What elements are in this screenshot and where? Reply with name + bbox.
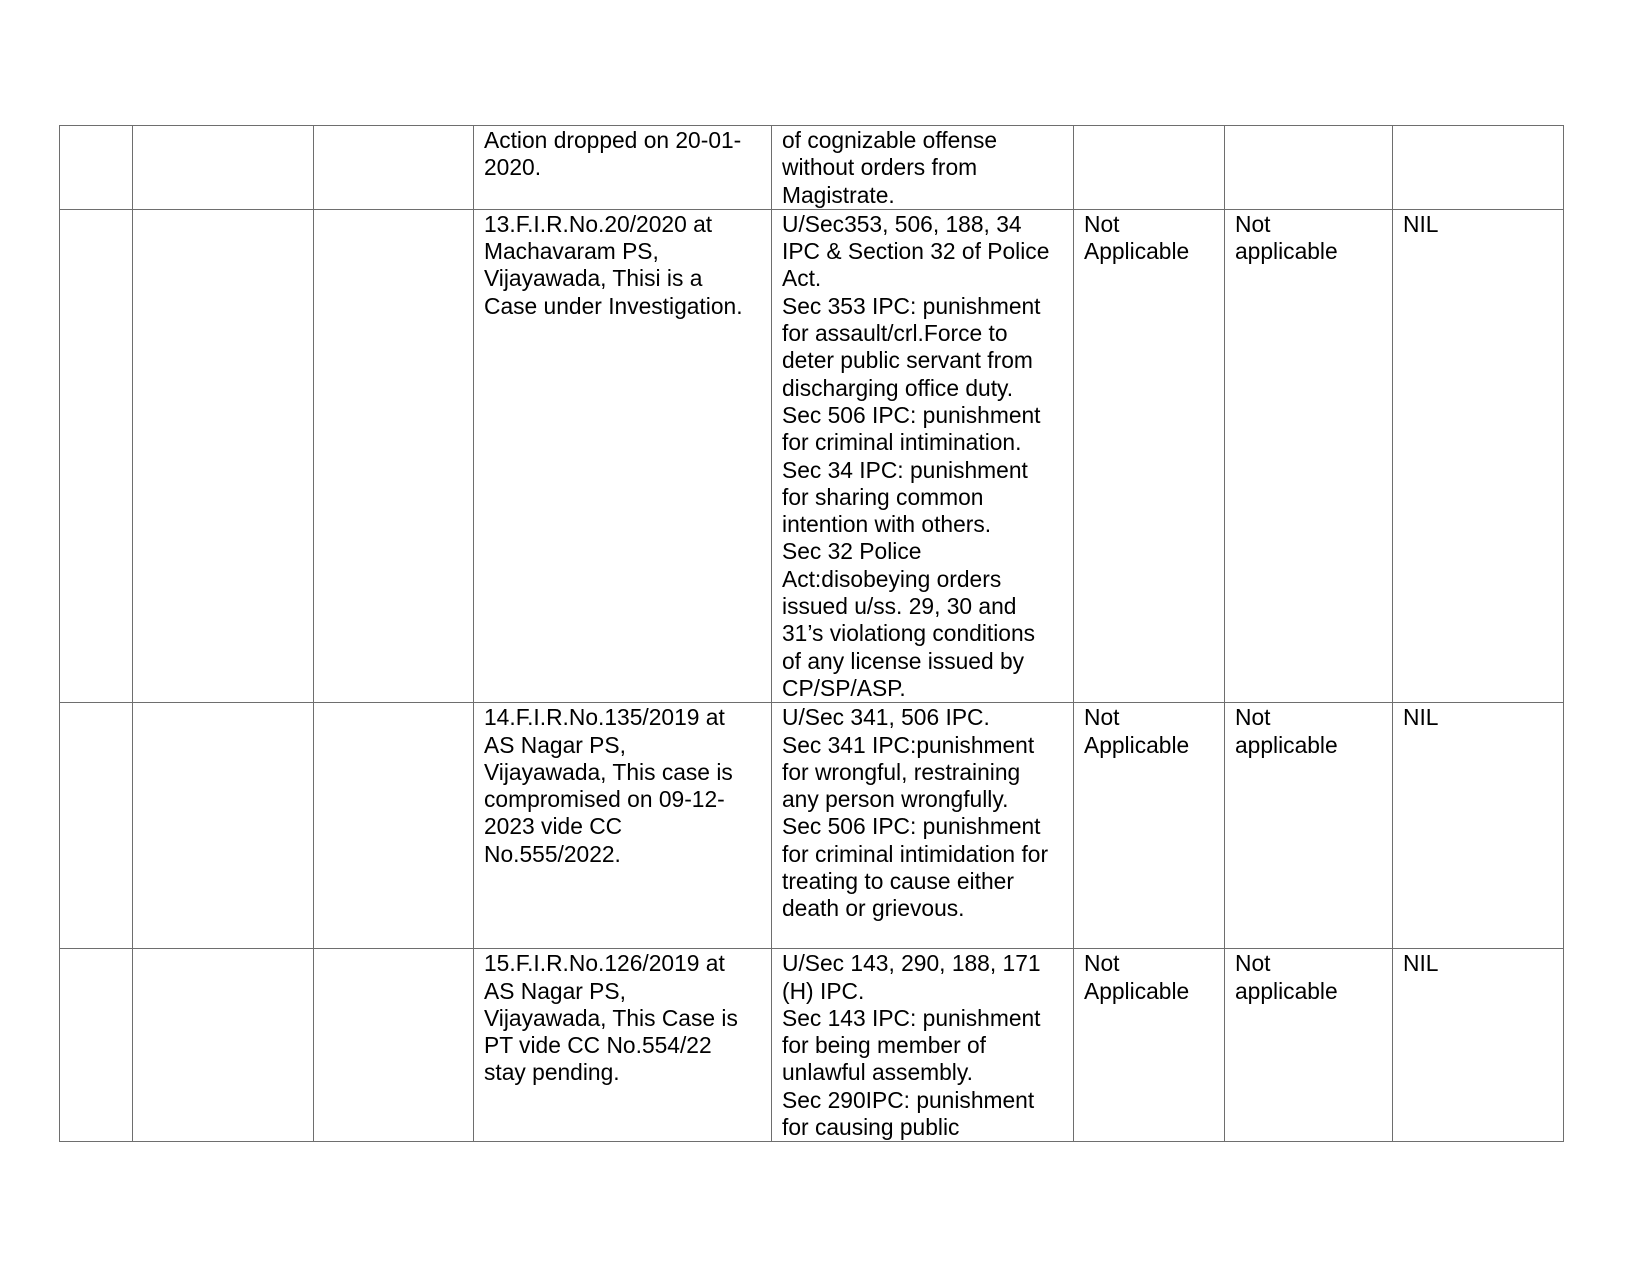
case-details-cell: 14.F.I.R.No.135/2019 at AS Nagar PS, Vijayawada, This case is compromised on 09-12- 2023 vide CC No.555/2022. [474,703,772,949]
serial-cell [60,126,133,210]
applicability-cell: Not Applicable [1074,949,1225,1142]
table-row [60,209,1564,702]
case-details-cell: Action dropped on 20-01- 2020. [474,126,772,210]
remarks-cell: NIL [1393,209,1564,702]
applicability-cell [1074,126,1225,210]
applicability-cell: Not applicable [1225,209,1393,702]
blank-cell [314,703,474,949]
applicability-cell: Not Applicable [1074,209,1225,702]
table-row [60,949,1564,1142]
table-row [60,126,1564,210]
sections-cell: U/Sec 341, 506 IPC. Sec 341 IPC:punishment for wrongful, restraining any person wrongfully. Sec 506 IPC: punishment for criminal intimidation for treating to cause either death or grievous. [772,703,1074,949]
blank-cell [133,126,314,210]
remarks-cell: NIL [1393,703,1564,949]
remarks-cell [1393,126,1564,210]
blank-cell [133,703,314,949]
sections-cell: U/Sec353, 506, 188, 34 IPC & Section 32 of Police Act. Sec 353 IPC: punishment for assault/crl.Force to deter public servant from discharging office duty. Sec 506 IPC: punishment for criminal intimination. Sec 34 IPC: punishment for sharing common intention with others. Sec 32 Police Act:disobeying orders issued u/ss. 29, 30 and 31’s violationg conditions of any license issued by CP/SP/ASP. [772,209,1074,702]
table-row [60,703,1564,949]
serial-cell [60,209,133,702]
blank-cell [314,126,474,210]
blank-cell [314,949,474,1142]
serial-cell [60,949,133,1142]
sections-cell: of cognizable offense without orders from Magistrate. [772,126,1074,210]
blank-cell [133,949,314,1142]
sections-cell: U/Sec 143, 290, 188, 171 (H) IPC. Sec 143 IPC: punishment for being member of unlawful assembly. Sec 290IPC: punishment for causing public [772,949,1074,1142]
applicability-cell: Not applicable [1225,949,1393,1142]
case-records-table [59,125,1564,1142]
applicability-cell [1225,126,1393,210]
applicability-cell: Not Applicable [1074,703,1225,949]
remarks-cell: NIL [1393,949,1564,1142]
case-details-cell: 13.F.I.R.No.20/2020 at Machavaram PS, Vijayawada, Thisi is a Case under Investigation. [474,209,772,702]
blank-cell [314,209,474,702]
blank-cell [133,209,314,702]
serial-cell [60,703,133,949]
case-details-cell: 15.F.I.R.No.126/2019 at AS Nagar PS, Vijayawada, This Case is PT vide CC No.554/22 stay pending. [474,949,772,1142]
applicability-cell: Not applicable [1225,703,1393,949]
